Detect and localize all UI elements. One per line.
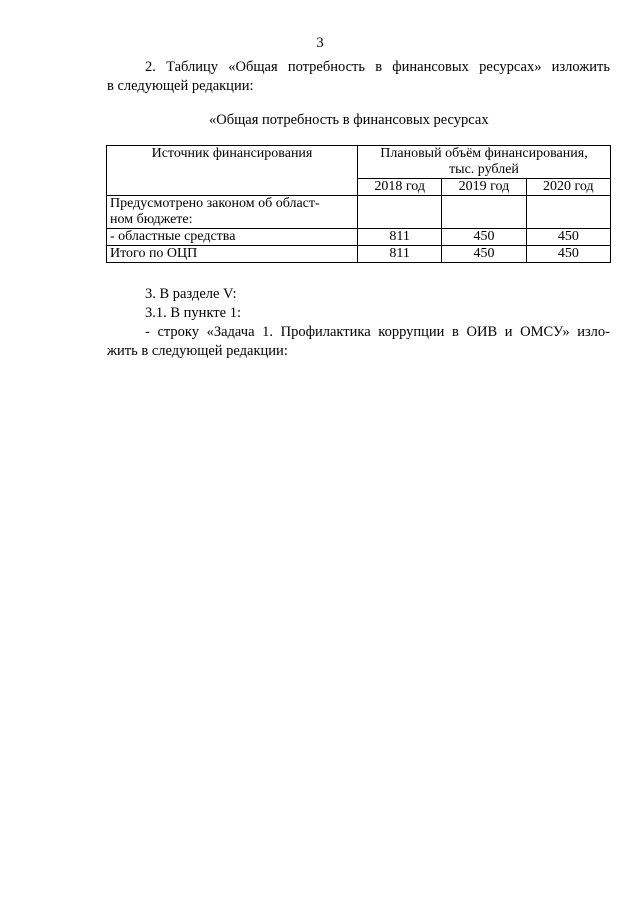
table-cell: 450 bbox=[442, 229, 526, 246]
row-label: - областные средства bbox=[107, 229, 358, 246]
row-label: Итого по ОЦП bbox=[107, 246, 358, 263]
table-cell: 811 bbox=[357, 229, 441, 246]
table-cell bbox=[357, 196, 441, 229]
table-cell: 450 bbox=[442, 246, 526, 263]
paragraph-line: 3.1. В пункте 1: bbox=[145, 305, 241, 321]
table-row bbox=[107, 196, 611, 229]
page-number: 3 bbox=[316, 35, 324, 51]
table-cell: 811 bbox=[357, 246, 441, 263]
paragraph-line: жить в следующей редакции: bbox=[107, 343, 288, 359]
year-header: 2018 год bbox=[357, 179, 441, 196]
table-header-row bbox=[107, 146, 611, 179]
paragraph-line: 3. В разделе V: bbox=[145, 286, 237, 302]
table-cell: 450 bbox=[526, 246, 610, 263]
table-cell: 450 bbox=[526, 229, 610, 246]
paragraph-line: 2. Таблицу «Общая потребность в финансовых ресурсах» изложить bbox=[145, 59, 610, 75]
paragraph-line: в следующей редакции: bbox=[107, 78, 254, 94]
table-row bbox=[107, 229, 611, 246]
table-title: «Общая потребность в финансовых ресурсах bbox=[209, 112, 489, 128]
table-cell bbox=[442, 196, 526, 229]
header-plan bbox=[357, 146, 610, 179]
financial-resources-table bbox=[106, 145, 611, 263]
row-label-line: ном бюджете: bbox=[110, 212, 193, 227]
paragraph-line: - строку «Задача 1. Профилактика коррупции в ОИВ и ОМСУ» изло- bbox=[145, 324, 610, 340]
header-source: Источник финансирования bbox=[107, 146, 358, 196]
row-label bbox=[107, 196, 358, 229]
year-header: 2019 год bbox=[442, 179, 526, 196]
row-label-line: Предусмотрено законом об област- bbox=[110, 196, 320, 211]
paragraph-section-3 bbox=[107, 285, 610, 361]
table-cell bbox=[526, 196, 610, 229]
header-plan-line: Плановый объём финансирования, bbox=[380, 146, 588, 161]
paragraph-table-instruction bbox=[107, 58, 610, 96]
table-row bbox=[107, 246, 611, 263]
year-header: 2020 год bbox=[526, 179, 610, 196]
header-plan-line: тыс. рублей bbox=[449, 162, 519, 177]
